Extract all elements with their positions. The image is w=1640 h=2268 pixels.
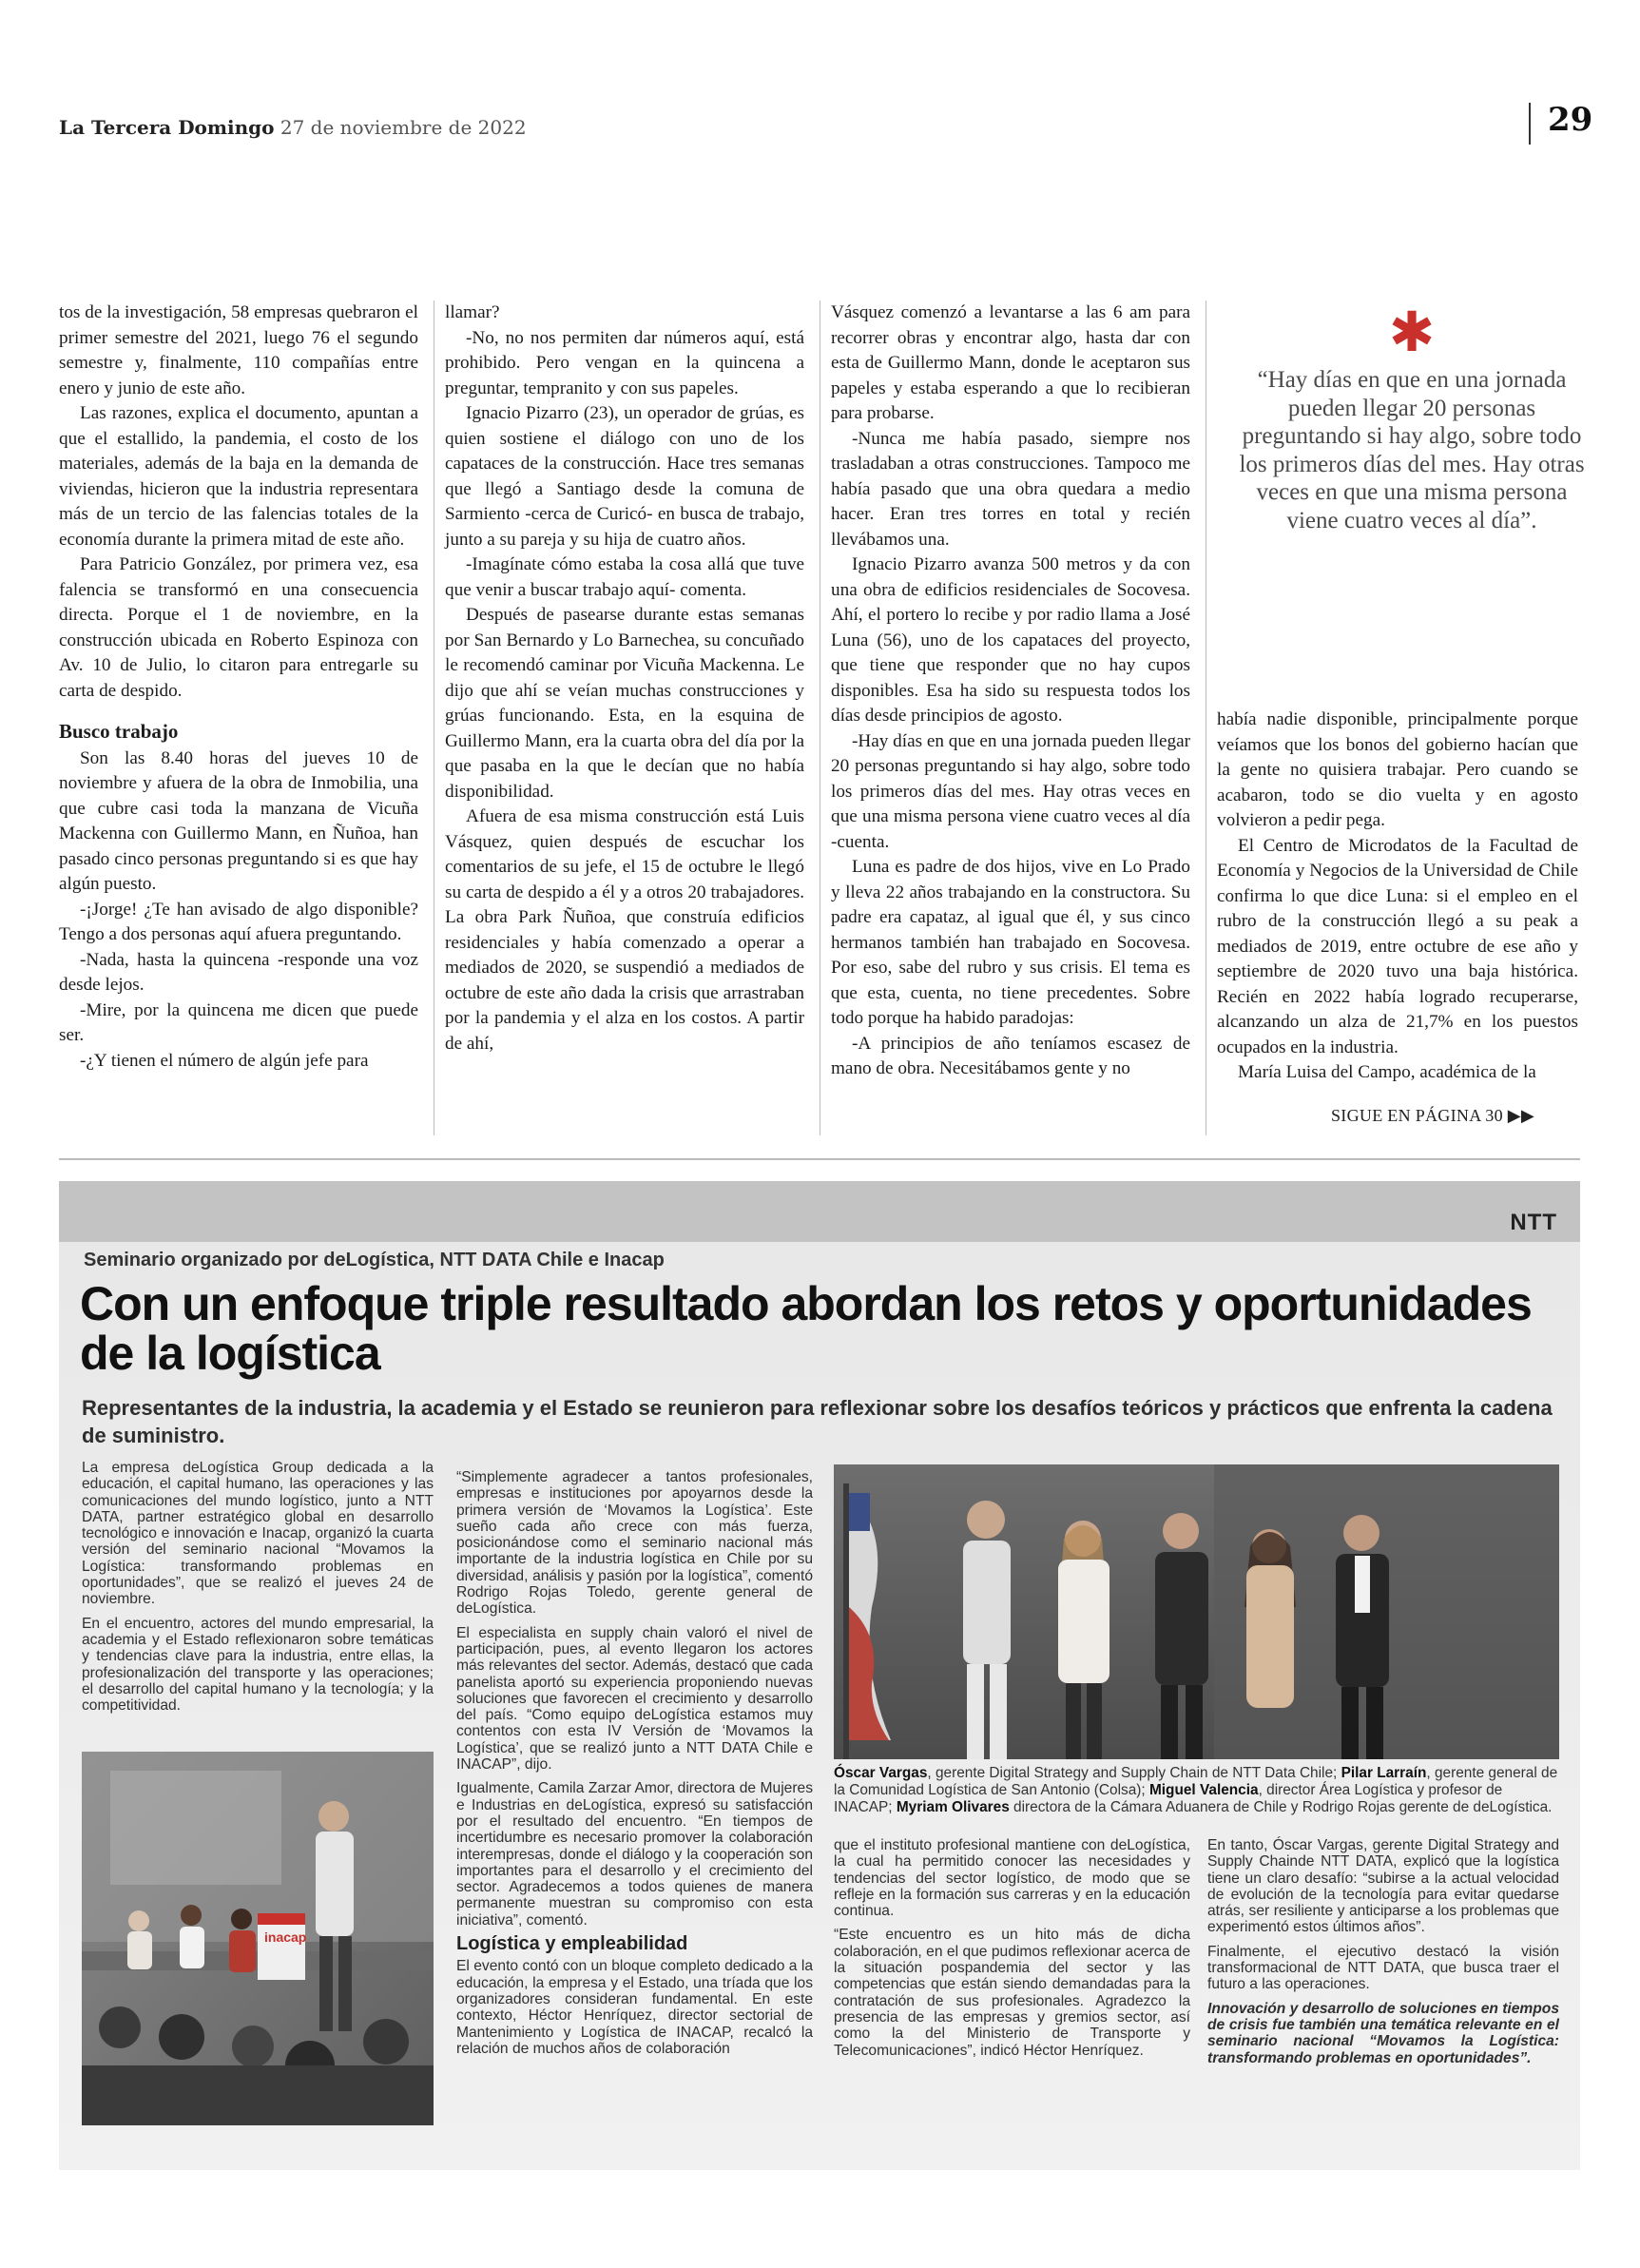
article-column-4 [1217,708,1578,1086]
paragraph: María Luisa del Campo, académica de la [1238,1062,1536,1082]
caption-text: , gerente Digital Strategy and Supply Chain de NTT Data Chile; [927,1765,1341,1781]
article-column-1 [59,300,418,1074]
paragraph: “Simplemente agradecer a tantos profesionales, empresas e instituciones por apoyarnos desde la primera versión de ‘Movamos la Logística’. Este sueño cada año crece con más fuerza, posicionándose como el seminario nacional más importante de la industria logística en Chile por su diversidad, análisis y pasión por la logística”, comentó Rodrigo Rojas Toledo, gerente general de deLogística. [456,1469,813,1618]
paragraph: Son las 8.40 horas del jueves 10 de noviembre y afuera de la obra de Inmobilia, una que cubre casi toda la manzana de Vicuña Mackenna con Guillermo Mann, en Ñuñoa, han pasado cinco personas preguntando si es que hay algún puesto. [59,747,418,894]
section-subhead: Busco trabajo [59,720,179,743]
paragraph: En tanto, Óscar Vargas, gerente Digital Strategy and Supply Chainde NTT DATA, explicó que la logística tiene un claro desafío: “subirse a la actual velocidad de evolución de la tecnología para evitar quedarse atrás, ser resiliente y anticiparse a los problemas que experimentó estos últimos años”. [1207,1837,1559,1936]
paragraph: -Imagínate cómo estaba la cosa allá que tuve que venir a buscar trabajo aquí- comenta. [445,554,804,600]
paragraph: En el encuentro, actores del mundo empresarial, la academia y el Estado reflexionaron sobre temáticas y tendencias clave para la industria, entre ellas, la profesionalización del transporte y las operaciones; el desarrollo del capital humano y la tecnología; y la competitividad. [82,1615,434,1715]
paragraph: Luna es padre de dos hijos, vive en Lo Prado y lleva 22 años trabajando en la constructora. Su padre era capataz, al igual que él, y sus cinco hermanos también han trabajado en Socovesa. Por eso, sabe del rubro y sus crisis. El tema es que esta, cuenta, no tiene precedentes. Sobre todo porque ha habido paradojas: [831,857,1190,1028]
paragraph: llamar? [445,302,500,322]
paragraph: Para Patricio González, por primera vez, esa falencia se transformó en una consecuencia directa. Porque el 1 de noviembre, en la construcción ubicada en Roberto Espinoza con Av. 10 de Julio, lo citaron para entregarle su carta de despido. [59,554,418,701]
paragraph: Finalmente, el ejecutivo destacó la visión transformacional de NTT DATA, que busca traer el futuro a las operaciones. [1207,1943,1559,1993]
paragraph: Igualmente, Camila Zarzar Amor, directora de Mujeres e Industrias en deLogística, expresó su satisfacción por el resultado del encuentro. “En tiempos de incertidumbre es necesario promover la colaboración interempresas, donde el diálogo y la cooperación son importantes para el desarrollo y el crecimiento del sector. Agradecemos a todos quienes de manera permanente muestran su compromiso con esta iniciativa”, comentó. [456,1780,813,1929]
advertorial-kicker: Seminario organizado por deLogística, NTT DATA Chile e Inacap [84,1250,665,1270]
group-photo [834,1464,1559,1759]
paragraph: El especialista en supply chain valoró el nivel de participación, pues, al evento llegaron los actores más relevantes del sector. Además, destacó que cada panelista aportó su experiencia proponiendo nuevas soluciones que favorecen el crecimiento y desarrollo del país. “Como equipo deLogística estamos muy contentos con esta IV Versión de ‘Movamos la Logística’, que se realizó junto a NTT DATA Chile e INACAP”, dijo. [456,1624,813,1774]
paragraph: que el instituto profesional mantiene con deLogística, la cual ha permitido conocer las necesidades y tendencias del sector logístico, de modo que se refleje en la formación sus carreras y en la educación continua. [834,1837,1190,1920]
group-photo-illustration [834,1464,1559,1759]
advertorial-column-3 [834,1837,1190,2066]
masthead [59,116,527,139]
section-divider [59,1158,1580,1160]
advertorial-column-2 [456,1469,813,2064]
publication-date: 27 de noviembre de 2022 [280,116,527,139]
paragraph: Innovación y desarrollo de soluciones en tiempos de crisis fue también una temática relevante en el seminario nacional “Movamos la Logística: transformando problemas en oportunidades”. [1207,2000,1560,2066]
brand-logo: NTT [1510,1210,1557,1235]
advertorial-subhead: Logística y empleabilidad [456,1933,688,1955]
paragraph: -Nunca me había pasado, siempre nos trasladaban a otras construcciones. Tampoco me había pasado que una obra quedara a medio hacer. Eran tres torres en total y recién llevábamos una. [831,428,1190,550]
page-number: 29 [1548,101,1593,139]
advertorial-headline: Con un enfoque triple resultado abordan los retos y oportunidades de la logística [80,1277,1532,1380]
paragraph: tos de la investigación, 58 empresas quebraron el primer semestre del 2021, luego 76 el segundo semestre y, finalmente, 110 compañías entre enero y junio de este año. [59,302,418,398]
inacap-sign: inacap [264,1929,307,1945]
caption-name: Óscar Vargas [834,1765,928,1781]
paragraph: La empresa deLogística Group dedicada a la educación, el capital humano, las operaciones y las comunicaciones del mundo logístico, junto a NTT DATA, partner estratégico global en desarrollo tecnológico e innovación e Inacap, organizó la cuarta versión del seminario nacional “Movamos la Logística: transformando problemas en oportunidades”, que se realizó el jueves 24 de noviembre. [82,1460,434,1608]
photo-caption [834,1765,1559,1816]
paragraph: Las razones, explica el documento, apuntan a que el estallido, la pandemia, el costo de los materiales, además de la baja en la demanda de viviendas, hicieron que la industria representara más de un tercio de las falencias totales de la economía durante la primera mitad de este año. [59,403,418,550]
caption-text: directora de la Cámara Aduanera de Chile y Rodrigo Rojas gerente de deLogística. [1009,1799,1553,1815]
asterisk-icon: ✱ [1388,300,1436,364]
caption-name: Miguel Valencia [1148,1782,1259,1798]
paragraph: Ignacio Pizarro avanza 500 metros y da con una obra de edificios residenciales de Socovesa. Ahí, el portero lo recibe y por radio llama a José Luna (56), uno de los capataces del proyecto, que tiene que responder que no hay cupos disponibles. Esa ha sido su respuesta todos los días desde principios de agosto. [831,554,1190,726]
advertorial-column-4 [1207,1837,1559,2074]
paragraph: -Mire, por la quincena me dicen que puede ser. [59,999,418,1045]
advertorial-column-1 [82,1460,434,1721]
paragraph: -¡Jorge! ¿Te han avisado de algo disponible? Tengo a dos personas aquí afuera preguntando. [59,899,418,944]
paragraph: Ignacio Pizarro (23), un operador de grúas, es quien sostiene el diálogo con uno de los capataces de la construcción. Hace tres semanas que llegó a Santiago desde la comuna de Sarmiento -cerca de Curicó- en busca de trabajo, junto a su pareja y su hija de cuatro años. [445,403,804,550]
pull-quote: “Hay días en que en una jornada pueden llegar 20 personas preguntando si hay algo, sobre todo los primeros días del mes. Hay otras veces en que una misma persona viene cuatro veces al día”. [1239,367,1585,533]
paragraph: Vásquez comenzó a levantarse a las 6 am para recorrer obras y encontrar algo, hasta dar con esta de Guillermo Mann, donde le aceptaron sus papeles y estaba esperando a que lo recibieran para probarse. [831,302,1190,423]
paragraph: -Nada, hasta la quincena -responde una voz desde lejos. [59,949,418,995]
caption-text: , gerente general de la Comunidad Logística de San Antonio (Colsa); [834,1765,1558,1798]
paragraph: -A principios de año teníamos escasez de mano de obra. Necesitábamos gente y no [831,1033,1190,1078]
paragraph: -¿Y tienen el número de algún jefe para [80,1050,369,1071]
advertorial-deck: Representantes de la industria, la academia y el Estado se reunieron para reflexionar sobre los desafíos teóricos y prácticos que enfrenta la cadena de suministro. [82,1396,1553,1447]
page-number-divider [1529,103,1531,145]
seminar-photo [82,1752,434,2125]
paragraph: había nadie disponible, principalmente porque veíamos que los bonos del gobierno hacían que la gente no quisiera trabajar. Pero cuando se acabaron, todo se dio vuelta y en agosto volvieron a pedir pega. [1217,709,1578,830]
caption-text: , director Área Logística y profesor de INACAP; [834,1782,1503,1815]
paragraph: El Centro de Microdatos de la Facultad de Economía y Negocios de la Universidad de Chile confirma lo que dice Luna: si el empleo en el rubro de la construcción llegó a su peak a mediados de 2019, entre octubre de ese año y septiembre de 2020 tuvo una baja histórica. Recién en 2022 había logrado recuperarse, alcanzando un alza de 21,7% en los puestos ocupados en la industria. [1217,835,1578,1057]
paragraph: El evento contó con un bloque completo dedicado a la educación, la empresa y el Estado, una tríada que los organizadores consideran fundamental. En este contexto, Héctor Henríquez, director sectorial de Mantenimiento y Logística de INACAP, recalcó la relación de muchos años de colaboración [456,1958,813,2057]
paragraph: Después de pasearse durante estas semanas por San Bernardo y Lo Barnechea, su concuñado le recomendó caminar por Vicuña Mackenna. Le dijo que ahí se veían muchas construcciones y grúas funcionando. Esta, en la esquina de Guillermo Mann, era la cuarta obra del día por la que pasaba en la que le decían que no había disponibilidad. [445,605,804,802]
caption-name: Pilar Larraín [1341,1765,1427,1781]
seminar-photo-illustration [82,1752,434,2125]
article-column-3 [831,300,1190,1082]
paragraph: Afuera de esa misma construcción está Luis Vásquez, quien después de escuchar los comentarios de su jefe, el 15 de octubre le llegó su carta de despido a él y a otros 20 trabajadores. La obra Park Ñuñoa, que construía edificios residenciales y había comenzado a operar a mediados de 2020, se suspendió a mediados de octubre de este año dada la crisis que arrastraban por la pandemia y el alza en los costos. A partir de ahí, [445,806,804,1054]
publication-name: La Tercera Domingo [59,116,275,139]
paragraph: -No, no nos permiten dar números aquí, está prohibido. Pero vengan en la quincena a preguntar, tempranito y con sus papeles. [445,327,804,398]
continue-link[interactable]: SIGUE EN PÁGINA 30 ▶▶ [1331,1106,1534,1125]
paragraph: “Este encuentro es un hito más de dicha colaboración, en el que pudimos reflexionar acerca de la situación pospandemia del sector y las competencias que están siendo demandadas para la contratación de sus profesionales. Agradezco la presencia de las empresas y gremios sector, así como la del Ministerio de Transporte y Telecomunicaciones”, indicó Héctor Henríquez. [834,1927,1190,2059]
paragraph: -Hay días en que en una jornada pueden llegar 20 personas preguntando si hay algo, sobre todo los primeros días del mes. Hay otras veces en que una misma persona viene cuatro veces al día -cuenta. [831,730,1190,852]
article-column-2 [445,300,804,1056]
caption-name: Myriam Olivares [896,1799,1010,1815]
